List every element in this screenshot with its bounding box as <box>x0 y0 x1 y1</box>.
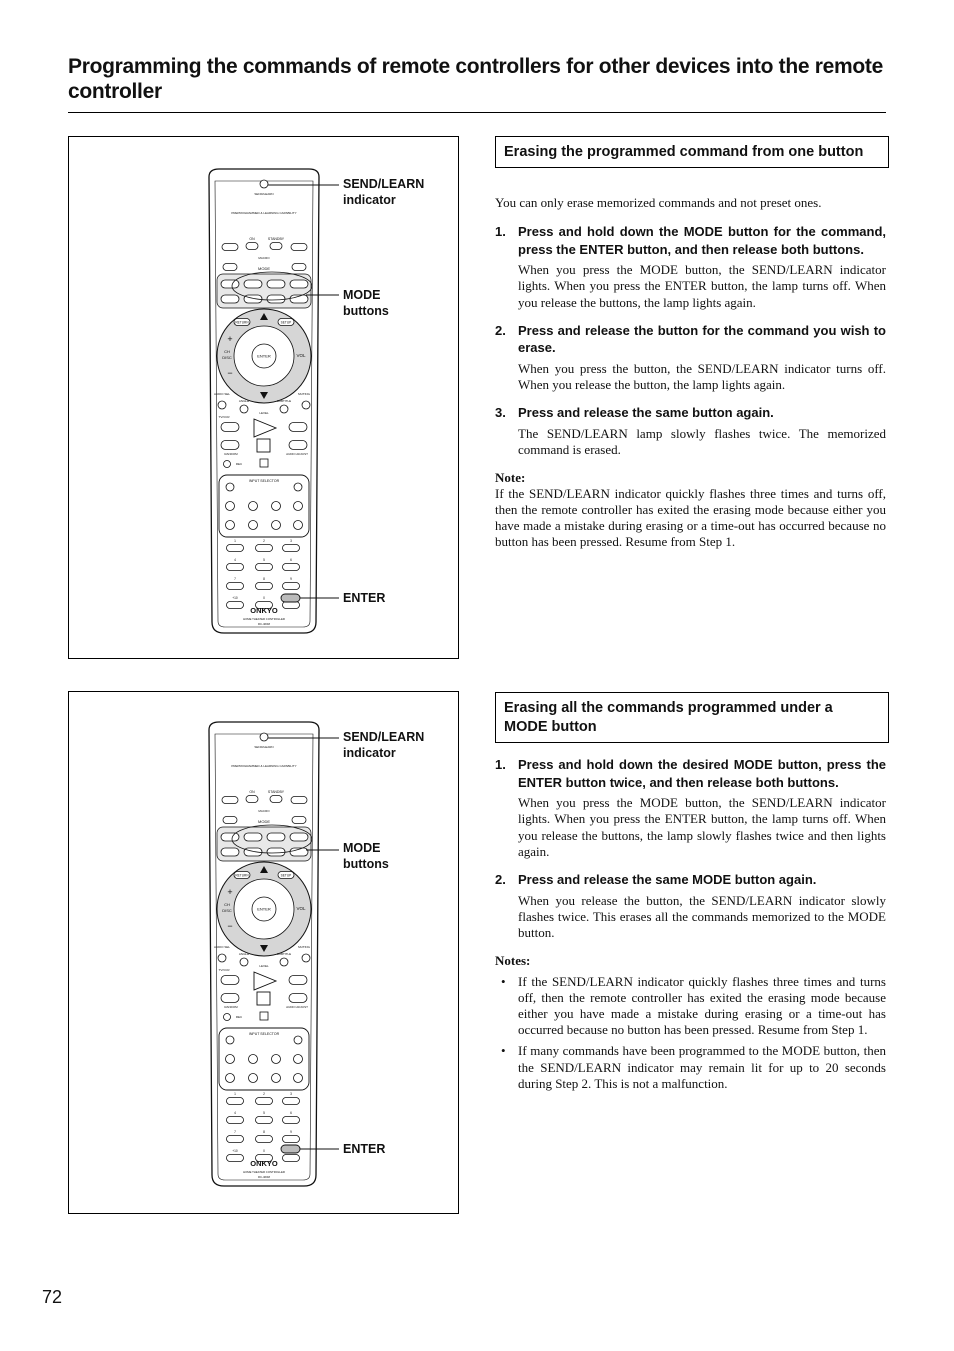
remote-label: STANDBY <box>267 790 285 794</box>
standby-button <box>270 243 282 250</box>
step-item <box>495 322 886 394</box>
remote-label: HOME THEATER CONTROLLER <box>243 1170 285 1174</box>
number-button <box>227 545 244 552</box>
step-heading: Press and release the same MODE button again. <box>518 872 817 888</box>
page-title: Programming the commands of remote controllers for other devices into the remote controller <box>68 55 883 103</box>
remote-label: MACRO <box>258 809 270 813</box>
enter-highlight <box>281 1145 300 1153</box>
input-button <box>272 502 281 511</box>
remote-label: 9 <box>290 577 292 581</box>
skip-back-button <box>221 423 239 432</box>
rec-button <box>224 461 231 468</box>
remote-label: DISC <box>222 355 232 360</box>
remote-label: RETURN <box>235 320 249 325</box>
mode-button <box>221 280 239 288</box>
remote-label: LEVEL <box>259 964 269 968</box>
note-label: Note: <box>495 469 526 485</box>
angle-button <box>240 958 248 966</box>
audio-sel-button <box>218 954 226 962</box>
remote-label: 5 <box>263 558 265 562</box>
input-button <box>226 1036 234 1044</box>
remote-label: STANDBY <box>267 237 285 241</box>
section-heading-erase-all: Erasing all the commands programmed under a MODE button <box>495 692 889 743</box>
remote-label: MODE <box>258 266 270 271</box>
remote-label: ANGLE <box>238 399 250 403</box>
input-button <box>294 483 302 491</box>
callout-send-learn: SEND/LEARN indicator <box>343 730 425 760</box>
input-button <box>249 1074 258 1083</box>
skip-forward-button <box>289 976 307 985</box>
macro-1-button <box>223 817 237 824</box>
remote-label: +10 <box>232 1149 238 1153</box>
remote-label: ON <box>249 237 255 241</box>
send-learn-indicator <box>260 733 268 741</box>
mode-button <box>290 280 308 288</box>
remote-label: SEND/LEARN <box>254 745 274 749</box>
mode-button <box>221 833 239 841</box>
input-button <box>226 1074 235 1083</box>
remote-label: SETUP <box>280 320 292 325</box>
mode-button <box>267 295 285 303</box>
mode-button <box>267 833 285 841</box>
stop-icon <box>257 992 270 1005</box>
pause-icon <box>260 1012 268 1020</box>
remote-label: AUDIO SEL <box>213 392 231 396</box>
fast-forward-button <box>289 994 307 1003</box>
stop-icon <box>257 439 270 452</box>
angle-button <box>240 405 248 413</box>
remote-label: AUDIO ADJUST <box>286 1005 308 1009</box>
rewind-button <box>221 994 239 1003</box>
input-button <box>272 1074 281 1083</box>
number-button <box>227 1117 244 1124</box>
step-heading: Press and hold down the MODE button for the command, press the ENTER button, and then release both buttons. <box>518 224 886 257</box>
notes-label: Notes: <box>495 952 531 968</box>
remote-label: SEND/LEARN <box>254 192 274 196</box>
input-button <box>272 1055 281 1064</box>
rec-button <box>224 1014 231 1021</box>
section-intro: You can only erase memorized commands and not preset ones. <box>495 195 822 210</box>
subtitle-button <box>280 405 288 413</box>
fast-forward-button <box>289 441 307 450</box>
step-text: The SEND/LEARN lamp slowly flashes twice. The memorized command is erased. <box>518 425 886 458</box>
macro-1-button <box>223 264 237 271</box>
remote-control-illustration <box>69 137 458 658</box>
remote-label: REC <box>235 462 243 466</box>
input-button <box>226 1055 235 1064</box>
remote-label: 7 <box>234 577 236 581</box>
remote-label: HOME THEATER CONTROLLER <box>243 617 285 621</box>
number-button <box>283 1155 300 1162</box>
input-button <box>249 521 258 530</box>
step-heading: Press and hold down the desired MODE button, press the ENTER button twice, and then release both buttons. <box>518 757 886 790</box>
number-button <box>283 1136 300 1143</box>
remote-label: 4 <box>234 558 236 562</box>
input-button <box>294 521 303 530</box>
number-button <box>256 564 273 571</box>
number-button <box>283 583 300 590</box>
remote-label: 6 <box>290 558 292 562</box>
callout-enter: ENTER <box>343 1142 386 1156</box>
remote-label: 7 <box>234 1130 236 1134</box>
macro-2-button <box>292 817 306 824</box>
remote-label: 8 <box>263 577 265 581</box>
remote-label: + <box>227 887 233 897</box>
number-button <box>256 1117 273 1124</box>
note-text: If the SEND/LEARN indicator quickly flashes three times and turns off, then the remote controller has exited the erasing mode because either you have made a mistake during erasing or a time-out has occurred because no button has been pressed. Resume from Step 1. <box>495 485 886 550</box>
remote-label: 0 <box>263 1149 265 1153</box>
remote-label: 6 <box>290 1111 292 1115</box>
remote-label: 3 <box>290 1092 292 1096</box>
mode-button <box>267 848 285 856</box>
light-button <box>291 797 307 804</box>
page-number: 72 <box>42 1287 63 1307</box>
number-button <box>227 583 244 590</box>
remote-label: CH <box>224 349 230 354</box>
remote-label: ON <box>249 790 255 794</box>
remote-label: ONKYO <box>250 1159 278 1168</box>
remote-label: VOL <box>296 906 306 911</box>
section-body-erase-one <box>495 195 886 550</box>
step-item <box>495 756 886 860</box>
section-heading-erase-one: Erasing the programmed command from one button <box>495 136 889 168</box>
input-button <box>294 1074 303 1083</box>
remote-figure-erase-one <box>68 136 459 659</box>
step-text: When you press the button, the SEND/LEARN indicator turns off. When you release the button, the lamp lights again. <box>518 360 886 393</box>
sleep-button <box>222 244 238 251</box>
input-button <box>272 521 281 530</box>
remote-label: − <box>227 921 233 931</box>
remote-label: PREPROGRAMMED & LEARNING CAPABILITY <box>231 211 297 215</box>
bullet-dot-icon: • <box>501 1043 506 1059</box>
number-button <box>283 545 300 552</box>
macro-2-button <box>292 264 306 271</box>
step-item <box>495 223 886 311</box>
number-button <box>283 564 300 571</box>
enter-highlight <box>281 594 300 602</box>
remote-label: 9 <box>290 1130 292 1134</box>
remote-label: ONKYO <box>250 606 278 615</box>
mode-button <box>267 280 285 288</box>
remote-label: 5 <box>263 1111 265 1115</box>
remote-label: PREPROGRAMMED & LEARNING CAPABILITY <box>231 764 297 768</box>
bullet-dot-icon: • <box>501 973 506 989</box>
remote-label: TV/VCR <box>218 415 230 419</box>
remote-label: MUTING <box>298 945 310 949</box>
step-item <box>495 871 886 941</box>
step-number: 3. <box>495 405 506 421</box>
number-button <box>256 583 273 590</box>
step-number: 1. <box>495 757 506 772</box>
remote-label: 1 <box>234 1092 236 1096</box>
input-button <box>249 502 258 511</box>
remote-label: RANDOM <box>224 1005 238 1009</box>
number-button <box>227 564 244 571</box>
title-divider <box>68 112 886 113</box>
remote-label: ANGLE <box>238 952 250 956</box>
remote-label: 1 <box>234 539 236 543</box>
remote-label: 2 <box>263 539 265 543</box>
remote-label: DISC <box>222 908 232 913</box>
input-button <box>226 483 234 491</box>
step-item <box>495 404 886 458</box>
mode-button <box>290 833 308 841</box>
standby-button <box>270 796 282 803</box>
mode-button <box>244 280 262 288</box>
number-button <box>256 1098 273 1105</box>
note-bullet-text: If the SEND/LEARN indicator quickly flashes three times and turns off, then the remote controller has exited the erasing mode because either you have made a mistake during erasing or a time-out has occurred because no button has been pressed. Resume from Step 1. <box>518 973 886 1038</box>
number-button <box>256 1136 273 1143</box>
input-button <box>249 1055 258 1064</box>
remote-label: ENTER <box>257 353 271 359</box>
remote-label: MUTING <box>298 392 310 396</box>
step-text: When you release the button, the SEND/LEARN indicator slowly flashes twice. This erases all the commands memorized to the MODE button. <box>518 892 886 941</box>
step-heading: Press and release the button for the command you wish to erase. <box>518 322 886 356</box>
remote-label: AUDIO SEL <box>213 945 231 949</box>
input-button <box>226 502 235 511</box>
number-button <box>227 1098 244 1105</box>
callout-send-learn: SEND/LEARN indicator <box>343 177 425 207</box>
on-button <box>246 796 258 803</box>
pause-icon <box>260 459 268 467</box>
section-body-erase-all <box>495 756 886 1092</box>
number-button <box>283 1117 300 1124</box>
note-bullet-text: If many commands have been programmed to the MODE button, then the SEND/LEARN indicator may remain lit for up to 20 seconds during Step 2. This is not a malfunction. <box>518 1043 886 1091</box>
remote-label: ENTER <box>257 906 271 912</box>
remote-label: MACRO <box>258 256 270 260</box>
remote-label: 2 <box>263 1092 265 1096</box>
remote-label: INPUT SELECTOR <box>248 1032 280 1036</box>
subtitle-button <box>280 958 288 966</box>
remote-label: MODE <box>258 819 270 824</box>
number-button <box>256 545 273 552</box>
remote-label: AUDIO ADJUST <box>286 452 308 456</box>
number-button <box>227 1155 244 1162</box>
note-bullet <box>495 1043 886 1092</box>
remote-label: VOL <box>296 353 306 358</box>
note-bullet <box>495 974 886 1039</box>
step-text: When you press the MODE button, the SEND/LEARN indicator lights. When you press the ENTER button, the lamp turns off. When you release the buttons, the lamp lights again. <box>518 262 886 310</box>
number-button <box>283 602 300 609</box>
remote-label: 0 <box>263 596 265 600</box>
remote-label: RC-460M <box>258 1175 270 1179</box>
audio-sel-button <box>218 401 226 409</box>
mode-button <box>221 848 239 856</box>
light-button <box>291 244 307 251</box>
remote-label: RANDOM <box>224 452 238 456</box>
muting-button <box>302 401 310 409</box>
mode-button <box>244 833 262 841</box>
number-button <box>283 1098 300 1105</box>
skip-forward-button <box>289 423 307 432</box>
callout-mode-buttons: MODE buttons <box>343 841 389 871</box>
remote-control-illustration <box>69 692 458 1213</box>
skip-back-button <box>221 976 239 985</box>
remote-label: 4 <box>234 1111 236 1115</box>
rewind-button <box>221 441 239 450</box>
remote-label: − <box>227 368 233 378</box>
send-learn-indicator <box>260 180 268 188</box>
step-number: 2. <box>495 322 506 338</box>
step-text: When you press the MODE button, the SEND/LEARN indicator lights. When you press the ENTER button, the lamp turns off. When you release the buttons, the lamp slowly flashes twice and then lights again. <box>518 795 886 859</box>
step-heading: Press and release the same button again. <box>518 405 774 421</box>
remote-label: REC <box>235 1015 243 1019</box>
remote-label: 8 <box>263 1130 265 1134</box>
on-button <box>246 243 258 250</box>
sleep-button <box>222 797 238 804</box>
input-button <box>226 521 235 530</box>
remote-label: CH <box>224 902 230 907</box>
number-button <box>227 602 244 609</box>
step-number: 2. <box>495 872 506 888</box>
remote-label: INPUT SELECTOR <box>248 479 280 483</box>
remote-label: SUBTITLE <box>276 399 292 403</box>
remote-figure-erase-all <box>68 691 459 1214</box>
mode-button <box>221 295 239 303</box>
remote-label: + <box>227 334 233 344</box>
remote-label: RETURN <box>235 873 249 878</box>
step-number: 1. <box>495 224 506 239</box>
remote-label: RC-460M <box>258 622 270 626</box>
remote-label: LEVEL <box>259 411 269 415</box>
remote-label: +10 <box>232 596 238 600</box>
input-button <box>294 1055 303 1064</box>
remote-label: TV/VCR <box>218 968 230 972</box>
number-button <box>227 1136 244 1143</box>
remote-label: 3 <box>290 539 292 543</box>
input-button <box>294 1036 302 1044</box>
callout-enter: ENTER <box>343 591 386 605</box>
callout-mode-buttons: MODE buttons <box>343 288 389 318</box>
remote-label: SETUP <box>280 873 292 878</box>
input-button <box>294 502 303 511</box>
remote-label: SUBTITLE <box>276 952 292 956</box>
muting-button <box>302 954 310 962</box>
